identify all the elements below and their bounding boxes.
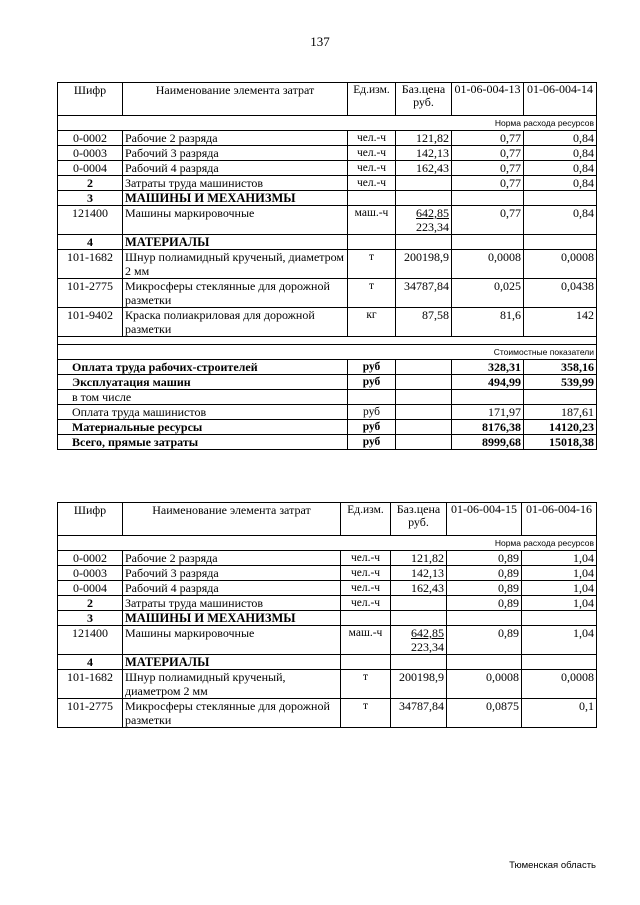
cell-unit: т [341, 699, 391, 728]
cell-unit: чел.-ч [341, 581, 391, 596]
total-unit: руб [348, 360, 396, 375]
cell-norm-1: 0,89 [447, 626, 522, 655]
resource-table-1 [57, 82, 597, 450]
cell-name: Затраты труда машинистов [123, 176, 348, 191]
total-row [58, 390, 597, 405]
total-value-1: 171,97 [452, 405, 524, 420]
section-code: 4 [58, 655, 123, 670]
cell-code: 101-1682 [58, 250, 123, 279]
total-value-1: 494,99 [452, 375, 524, 390]
cell-price: 121,82 [391, 551, 447, 566]
norm-subheader [58, 536, 597, 551]
page-number: 137 [310, 34, 330, 49]
total-value-2 [524, 390, 597, 405]
total-unit [348, 390, 396, 405]
cell-unit: чел.-ч [341, 596, 391, 611]
total-value-1: 328,31 [452, 360, 524, 375]
cell-code: 121400 [58, 626, 123, 655]
cell-code: 2 [58, 596, 123, 611]
cell-unit: чел.-ч [348, 146, 396, 161]
section-row [58, 235, 597, 250]
cell-unit: чел.-ч [348, 161, 396, 176]
section-code: 3 [58, 191, 123, 206]
norm-subheader [58, 116, 597, 131]
cell-name: Затраты труда машинистов [123, 596, 341, 611]
cell-norm-1: 0,89 [447, 566, 522, 581]
total-value-1: 8176,38 [452, 420, 524, 435]
table-row [58, 581, 597, 596]
total-unit: руб [348, 375, 396, 390]
cell-code: 101-1682 [58, 670, 123, 699]
cell-unit: маш.-ч [341, 626, 391, 655]
cell-code: 0-0004 [58, 581, 123, 596]
cell-name: Микросферы стеклянные для дорожной разметки [123, 699, 341, 728]
cell-code: 0-0002 [58, 551, 123, 566]
table-row [58, 596, 597, 611]
cell-norm-2: 1,04 [522, 596, 597, 611]
table-row [58, 131, 597, 146]
section-title: МАШИНЫ И МЕХАНИЗМЫ [123, 611, 341, 626]
cell-name: Краска полиакриловая для дорожной разметки [123, 308, 348, 337]
cell-code: 0-0003 [58, 146, 123, 161]
cell-price: 142,13 [396, 146, 452, 161]
cell-price: 200198,9 [396, 250, 452, 279]
cell-norm-1: 0,77 [452, 206, 524, 235]
section-title: МАТЕРИАЛЫ [123, 655, 341, 670]
cell-norm-2: 0,84 [524, 146, 597, 161]
cell-unit: чел.-ч [348, 176, 396, 191]
cell-norm-1: 0,77 [452, 161, 524, 176]
cell-norm-1: 0,0008 [447, 670, 522, 699]
table-row [58, 551, 597, 566]
cell-name: Машины маркировочные [123, 206, 348, 235]
total-value-2: 15018,38 [524, 435, 597, 450]
norm-label: Норма расхода ресурсов [58, 116, 597, 131]
cell-norm-2: 0,84 [524, 131, 597, 146]
table-header-row [58, 83, 597, 116]
header-code: Шифр [58, 503, 123, 536]
cell-name: Рабочий 4 разряда [123, 581, 341, 596]
cell-norm-1: 0,77 [452, 131, 524, 146]
total-value-1 [452, 390, 524, 405]
header-col-1: 01-06-004-13 [452, 83, 524, 116]
table-row [58, 161, 597, 176]
total-row [58, 360, 597, 375]
section-row [58, 191, 597, 206]
norm-label: Норма расхода ресурсов [58, 536, 597, 551]
table-row [58, 206, 597, 235]
total-label: Оплата труда рабочих-строителей [58, 360, 348, 375]
cell-norm-2: 0,0008 [522, 670, 597, 699]
cell-unit: маш.-ч [348, 206, 396, 235]
price-secondary: 223,34 [416, 220, 449, 234]
cell-unit: чел.-ч [341, 566, 391, 581]
total-label: в том числе [58, 390, 348, 405]
cell-name: Рабочие 2 разряда [123, 551, 341, 566]
cell-unit: кг [348, 308, 396, 337]
header-col-1: 01-06-004-15 [447, 503, 522, 536]
cell-norm-2: 0,0008 [524, 250, 597, 279]
total-label: Материальные ресурсы [58, 420, 348, 435]
total-row [58, 375, 597, 390]
cost-subheader [58, 345, 597, 360]
total-value-2: 539,99 [524, 375, 597, 390]
total-unit: руб [348, 405, 396, 420]
cell-code: 101-2775 [58, 699, 123, 728]
cell-norm-2: 0,84 [524, 176, 597, 191]
cell-name: Шнур полиамидный крученый, диаметром 2 мм [123, 670, 341, 699]
section-title: МАШИНЫ И МЕХАНИЗМЫ [123, 191, 348, 206]
cell-name: Рабочий 3 разряда [123, 566, 341, 581]
table-row [58, 146, 597, 161]
total-value-2: 358,16 [524, 360, 597, 375]
section-code: 4 [58, 235, 123, 250]
cell-unit: чел.-ч [348, 131, 396, 146]
cell-norm-1: 0,77 [452, 176, 524, 191]
table-row [58, 176, 597, 191]
cell-unit: чел.-ч [341, 551, 391, 566]
cell-name: Рабочий 3 разряда [123, 146, 348, 161]
total-row [58, 420, 597, 435]
header-name: Наименование элемента затрат [123, 503, 341, 536]
total-row [58, 405, 597, 420]
cell-unit: т [348, 250, 396, 279]
table-header-row [58, 503, 597, 536]
cell-name: Рабочий 4 разряда [123, 161, 348, 176]
cell-price: 34787,84 [396, 279, 452, 308]
cell-price [396, 206, 452, 235]
cell-price: 34787,84 [391, 699, 447, 728]
total-value-2: 14120,23 [524, 420, 597, 435]
total-unit: руб [348, 435, 396, 450]
table-row [58, 250, 597, 279]
header-col-2: 01-06-004-16 [522, 503, 597, 536]
cell-norm-1: 0,89 [447, 551, 522, 566]
cell-price [391, 596, 447, 611]
cell-norm-1: 0,77 [452, 146, 524, 161]
table-row [58, 566, 597, 581]
total-label: Оплата труда машинистов [58, 405, 348, 420]
cell-norm-2: 1,04 [522, 551, 597, 566]
header-name: Наименование элемента затрат [123, 83, 348, 116]
cell-norm-2: 0,84 [524, 161, 597, 176]
total-value-2: 187,61 [524, 405, 597, 420]
cell-code: 101-2775 [58, 279, 123, 308]
section-row [58, 611, 597, 626]
cell-code: 0-0003 [58, 566, 123, 581]
header-code: Шифр [58, 83, 123, 116]
cell-price: 142,13 [391, 566, 447, 581]
section-code: 3 [58, 611, 123, 626]
price-primary: 642,85 [416, 206, 449, 220]
cell-name: Микросферы стеклянные для дорожной разметки [123, 279, 348, 308]
cell-price: 200198,9 [391, 670, 447, 699]
cell-code: 101-9402 [58, 308, 123, 337]
header-col-2: 01-06-004-14 [524, 83, 597, 116]
total-value-1: 8999,68 [452, 435, 524, 450]
cell-code: 0-0004 [58, 161, 123, 176]
cell-unit: т [348, 279, 396, 308]
cost-label: Стоимостные показатели [58, 345, 597, 360]
cell-code: 0-0002 [58, 131, 123, 146]
section-title: МАТЕРИАЛЫ [123, 235, 348, 250]
cell-norm-1: 0,0875 [447, 699, 522, 728]
cell-name: Машины маркировочные [123, 626, 341, 655]
cell-code: 121400 [58, 206, 123, 235]
cell-price: 121,82 [396, 131, 452, 146]
resource-table-2 [57, 502, 597, 728]
table-row [58, 626, 597, 655]
table-row [58, 308, 597, 337]
cell-norm-2: 142 [524, 308, 597, 337]
cell-norm-1: 0,89 [447, 596, 522, 611]
cell-norm-2: 0,1 [522, 699, 597, 728]
cell-norm-1: 0,0008 [452, 250, 524, 279]
price-secondary: 223,34 [411, 640, 444, 654]
total-label: Эксплуатация машин [58, 375, 348, 390]
cell-norm-1: 0,025 [452, 279, 524, 308]
cell-norm-2: 1,04 [522, 566, 597, 581]
cell-code: 2 [58, 176, 123, 191]
cell-norm-2: 0,0438 [524, 279, 597, 308]
cell-norm-2: 1,04 [522, 581, 597, 596]
header-price: Баз.цена руб. [391, 503, 447, 536]
cell-price: 87,58 [396, 308, 452, 337]
spacer-row [58, 337, 597, 345]
table-row [58, 279, 597, 308]
total-label: Всего, прямые затраты [58, 435, 348, 450]
cell-norm-2: 1,04 [522, 626, 597, 655]
section-row [58, 655, 597, 670]
cell-price: 162,43 [396, 161, 452, 176]
cell-price [391, 626, 447, 655]
cell-name: Рабочие 2 разряда [123, 131, 348, 146]
price-primary: 642,85 [411, 626, 444, 640]
footer-region: Тюменская область [509, 860, 596, 871]
header-price: Баз.цена руб. [396, 83, 452, 116]
cell-norm-2: 0,84 [524, 206, 597, 235]
cell-name: Шнур полиамидный крученый, диаметром 2 мм [123, 250, 348, 279]
cell-norm-1: 0,89 [447, 581, 522, 596]
cell-price [396, 176, 452, 191]
cell-price: 162,43 [391, 581, 447, 596]
total-unit: руб [348, 420, 396, 435]
header-unit: Ед.изм. [348, 83, 396, 116]
table-row [58, 699, 597, 728]
table-row [58, 670, 597, 699]
cell-norm-1: 81,6 [452, 308, 524, 337]
header-unit: Ед.изм. [341, 503, 391, 536]
total-row [58, 435, 597, 450]
cell-unit: т [341, 670, 391, 699]
